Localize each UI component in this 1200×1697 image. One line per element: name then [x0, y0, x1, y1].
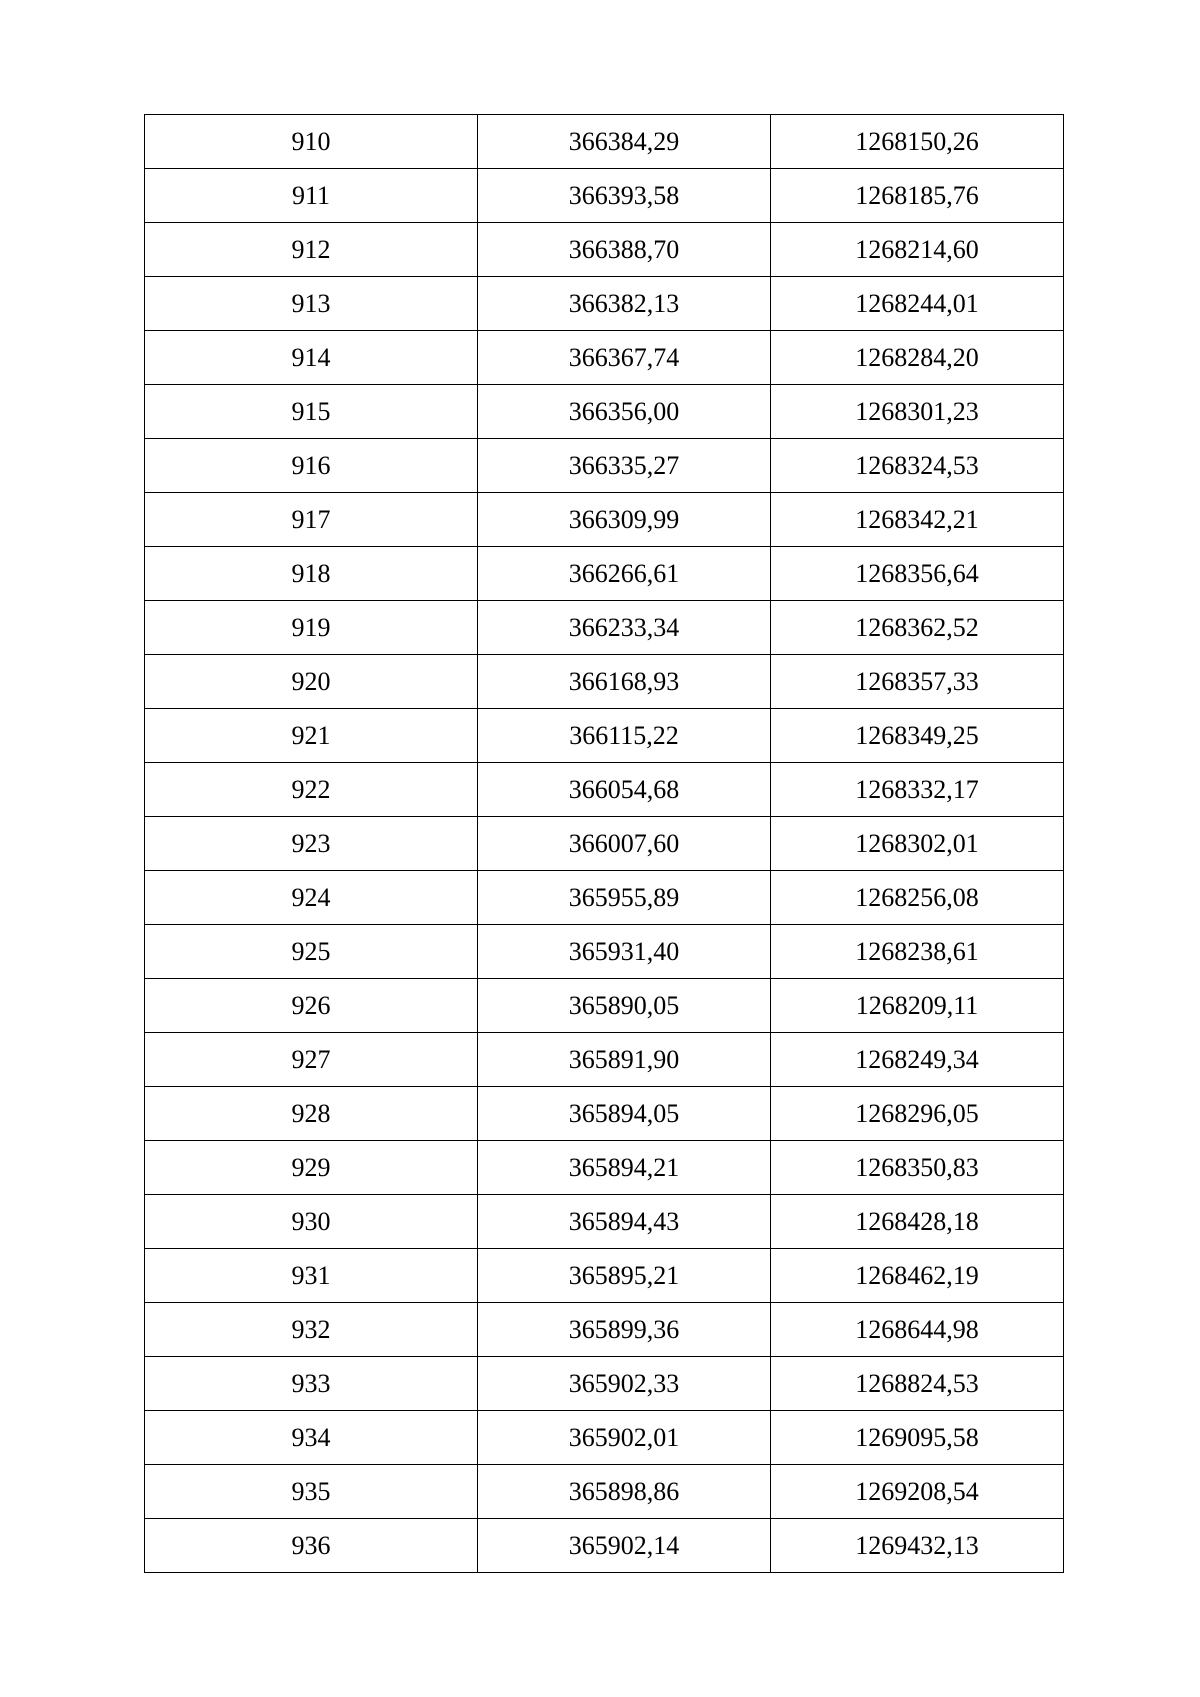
x-coordinate-cell: 365894,05: [478, 1087, 771, 1141]
point-number-cell: 927: [145, 1033, 478, 1087]
point-number-cell: 933: [145, 1357, 478, 1411]
point-number-cell: 912: [145, 223, 478, 277]
y-coordinate-cell: 1268209,11: [771, 979, 1064, 1033]
point-number-cell: 923: [145, 817, 478, 871]
point-number-cell: 922: [145, 763, 478, 817]
x-coordinate-cell: 365902,33: [478, 1357, 771, 1411]
x-coordinate-cell: 366388,70: [478, 223, 771, 277]
table-row: [145, 1303, 1064, 1357]
x-coordinate-cell: 365955,89: [478, 871, 771, 925]
point-number-cell: 934: [145, 1411, 478, 1465]
table-row: [145, 1033, 1064, 1087]
table-row: [145, 979, 1064, 1033]
y-coordinate-cell: 1268284,20: [771, 331, 1064, 385]
point-number-cell: 916: [145, 439, 478, 493]
x-coordinate-cell: 365895,21: [478, 1249, 771, 1303]
x-coordinate-cell: 365931,40: [478, 925, 771, 979]
y-coordinate-cell: 1268185,76: [771, 169, 1064, 223]
y-coordinate-cell: 1268350,83: [771, 1141, 1064, 1195]
point-number-cell: 915: [145, 385, 478, 439]
table-body: [145, 115, 1064, 1573]
x-coordinate-cell: 366233,34: [478, 601, 771, 655]
table-row: [145, 601, 1064, 655]
point-number-cell: 925: [145, 925, 478, 979]
point-number-cell: 920: [145, 655, 478, 709]
point-number-cell: 911: [145, 169, 478, 223]
x-coordinate-cell: 365902,14: [478, 1519, 771, 1573]
y-coordinate-cell: 1268428,18: [771, 1195, 1064, 1249]
y-coordinate-cell: 1268214,60: [771, 223, 1064, 277]
y-coordinate-cell: 1268349,25: [771, 709, 1064, 763]
point-number-cell: 910: [145, 115, 478, 169]
x-coordinate-cell: 365890,05: [478, 979, 771, 1033]
point-number-cell: 936: [145, 1519, 478, 1573]
table-row: [145, 277, 1064, 331]
y-coordinate-cell: 1268256,08: [771, 871, 1064, 925]
table-row: [145, 817, 1064, 871]
point-number-cell: 921: [145, 709, 478, 763]
table-row: [145, 1087, 1064, 1141]
y-coordinate-cell: 1268356,64: [771, 547, 1064, 601]
point-number-cell: 919: [145, 601, 478, 655]
y-coordinate-cell: 1269432,13: [771, 1519, 1064, 1573]
y-coordinate-cell: 1268244,01: [771, 277, 1064, 331]
y-coordinate-cell: 1268301,23: [771, 385, 1064, 439]
table-row: [145, 439, 1064, 493]
y-coordinate-cell: 1268296,05: [771, 1087, 1064, 1141]
point-number-cell: 929: [145, 1141, 478, 1195]
x-coordinate-cell: 365894,21: [478, 1141, 771, 1195]
x-coordinate-cell: 366384,29: [478, 115, 771, 169]
table-row: [145, 1465, 1064, 1519]
x-coordinate-cell: 366367,74: [478, 331, 771, 385]
x-coordinate-cell: 365891,90: [478, 1033, 771, 1087]
table-row: [145, 709, 1064, 763]
table-row: [145, 763, 1064, 817]
table-row: [145, 1519, 1064, 1573]
x-coordinate-cell: 366309,99: [478, 493, 771, 547]
point-number-cell: 930: [145, 1195, 478, 1249]
y-coordinate-cell: 1269095,58: [771, 1411, 1064, 1465]
point-number-cell: 932: [145, 1303, 478, 1357]
x-coordinate-cell: 366393,58: [478, 169, 771, 223]
table-row: [145, 169, 1064, 223]
x-coordinate-cell: 365898,86: [478, 1465, 771, 1519]
y-coordinate-cell: 1269208,54: [771, 1465, 1064, 1519]
table-row: [145, 655, 1064, 709]
table-row: [145, 925, 1064, 979]
point-number-cell: 928: [145, 1087, 478, 1141]
table-row: [145, 1411, 1064, 1465]
x-coordinate-cell: 365899,36: [478, 1303, 771, 1357]
point-number-cell: 917: [145, 493, 478, 547]
table-row: [145, 385, 1064, 439]
y-coordinate-cell: 1268332,17: [771, 763, 1064, 817]
x-coordinate-cell: 366115,22: [478, 709, 771, 763]
x-coordinate-cell: 365902,01: [478, 1411, 771, 1465]
x-coordinate-cell: 365894,43: [478, 1195, 771, 1249]
y-coordinate-cell: 1268324,53: [771, 439, 1064, 493]
table-row: [145, 115, 1064, 169]
x-coordinate-cell: 366054,68: [478, 763, 771, 817]
y-coordinate-cell: 1268462,19: [771, 1249, 1064, 1303]
point-number-cell: 914: [145, 331, 478, 385]
y-coordinate-cell: 1268644,98: [771, 1303, 1064, 1357]
table-row: [145, 331, 1064, 385]
x-coordinate-cell: 366382,13: [478, 277, 771, 331]
coordinates-table: [144, 114, 1064, 1573]
table-row: [145, 871, 1064, 925]
point-number-cell: 924: [145, 871, 478, 925]
y-coordinate-cell: 1268357,33: [771, 655, 1064, 709]
table-row: [145, 1249, 1064, 1303]
y-coordinate-cell: 1268150,26: [771, 115, 1064, 169]
x-coordinate-cell: 366356,00: [478, 385, 771, 439]
x-coordinate-cell: 366266,61: [478, 547, 771, 601]
x-coordinate-cell: 366168,93: [478, 655, 771, 709]
x-coordinate-cell: 366335,27: [478, 439, 771, 493]
x-coordinate-cell: 366007,60: [478, 817, 771, 871]
table-row: [145, 493, 1064, 547]
point-number-cell: 918: [145, 547, 478, 601]
y-coordinate-cell: 1268302,01: [771, 817, 1064, 871]
table-row: [145, 1141, 1064, 1195]
point-number-cell: 931: [145, 1249, 478, 1303]
point-number-cell: 935: [145, 1465, 478, 1519]
y-coordinate-cell: 1268238,61: [771, 925, 1064, 979]
table-row: [145, 1357, 1064, 1411]
point-number-cell: 913: [145, 277, 478, 331]
point-number-cell: 926: [145, 979, 478, 1033]
y-coordinate-cell: 1268362,52: [771, 601, 1064, 655]
y-coordinate-cell: 1268342,21: [771, 493, 1064, 547]
table-row: [145, 1195, 1064, 1249]
table-row: [145, 223, 1064, 277]
y-coordinate-cell: 1268249,34: [771, 1033, 1064, 1087]
y-coordinate-cell: 1268824,53: [771, 1357, 1064, 1411]
table-row: [145, 547, 1064, 601]
